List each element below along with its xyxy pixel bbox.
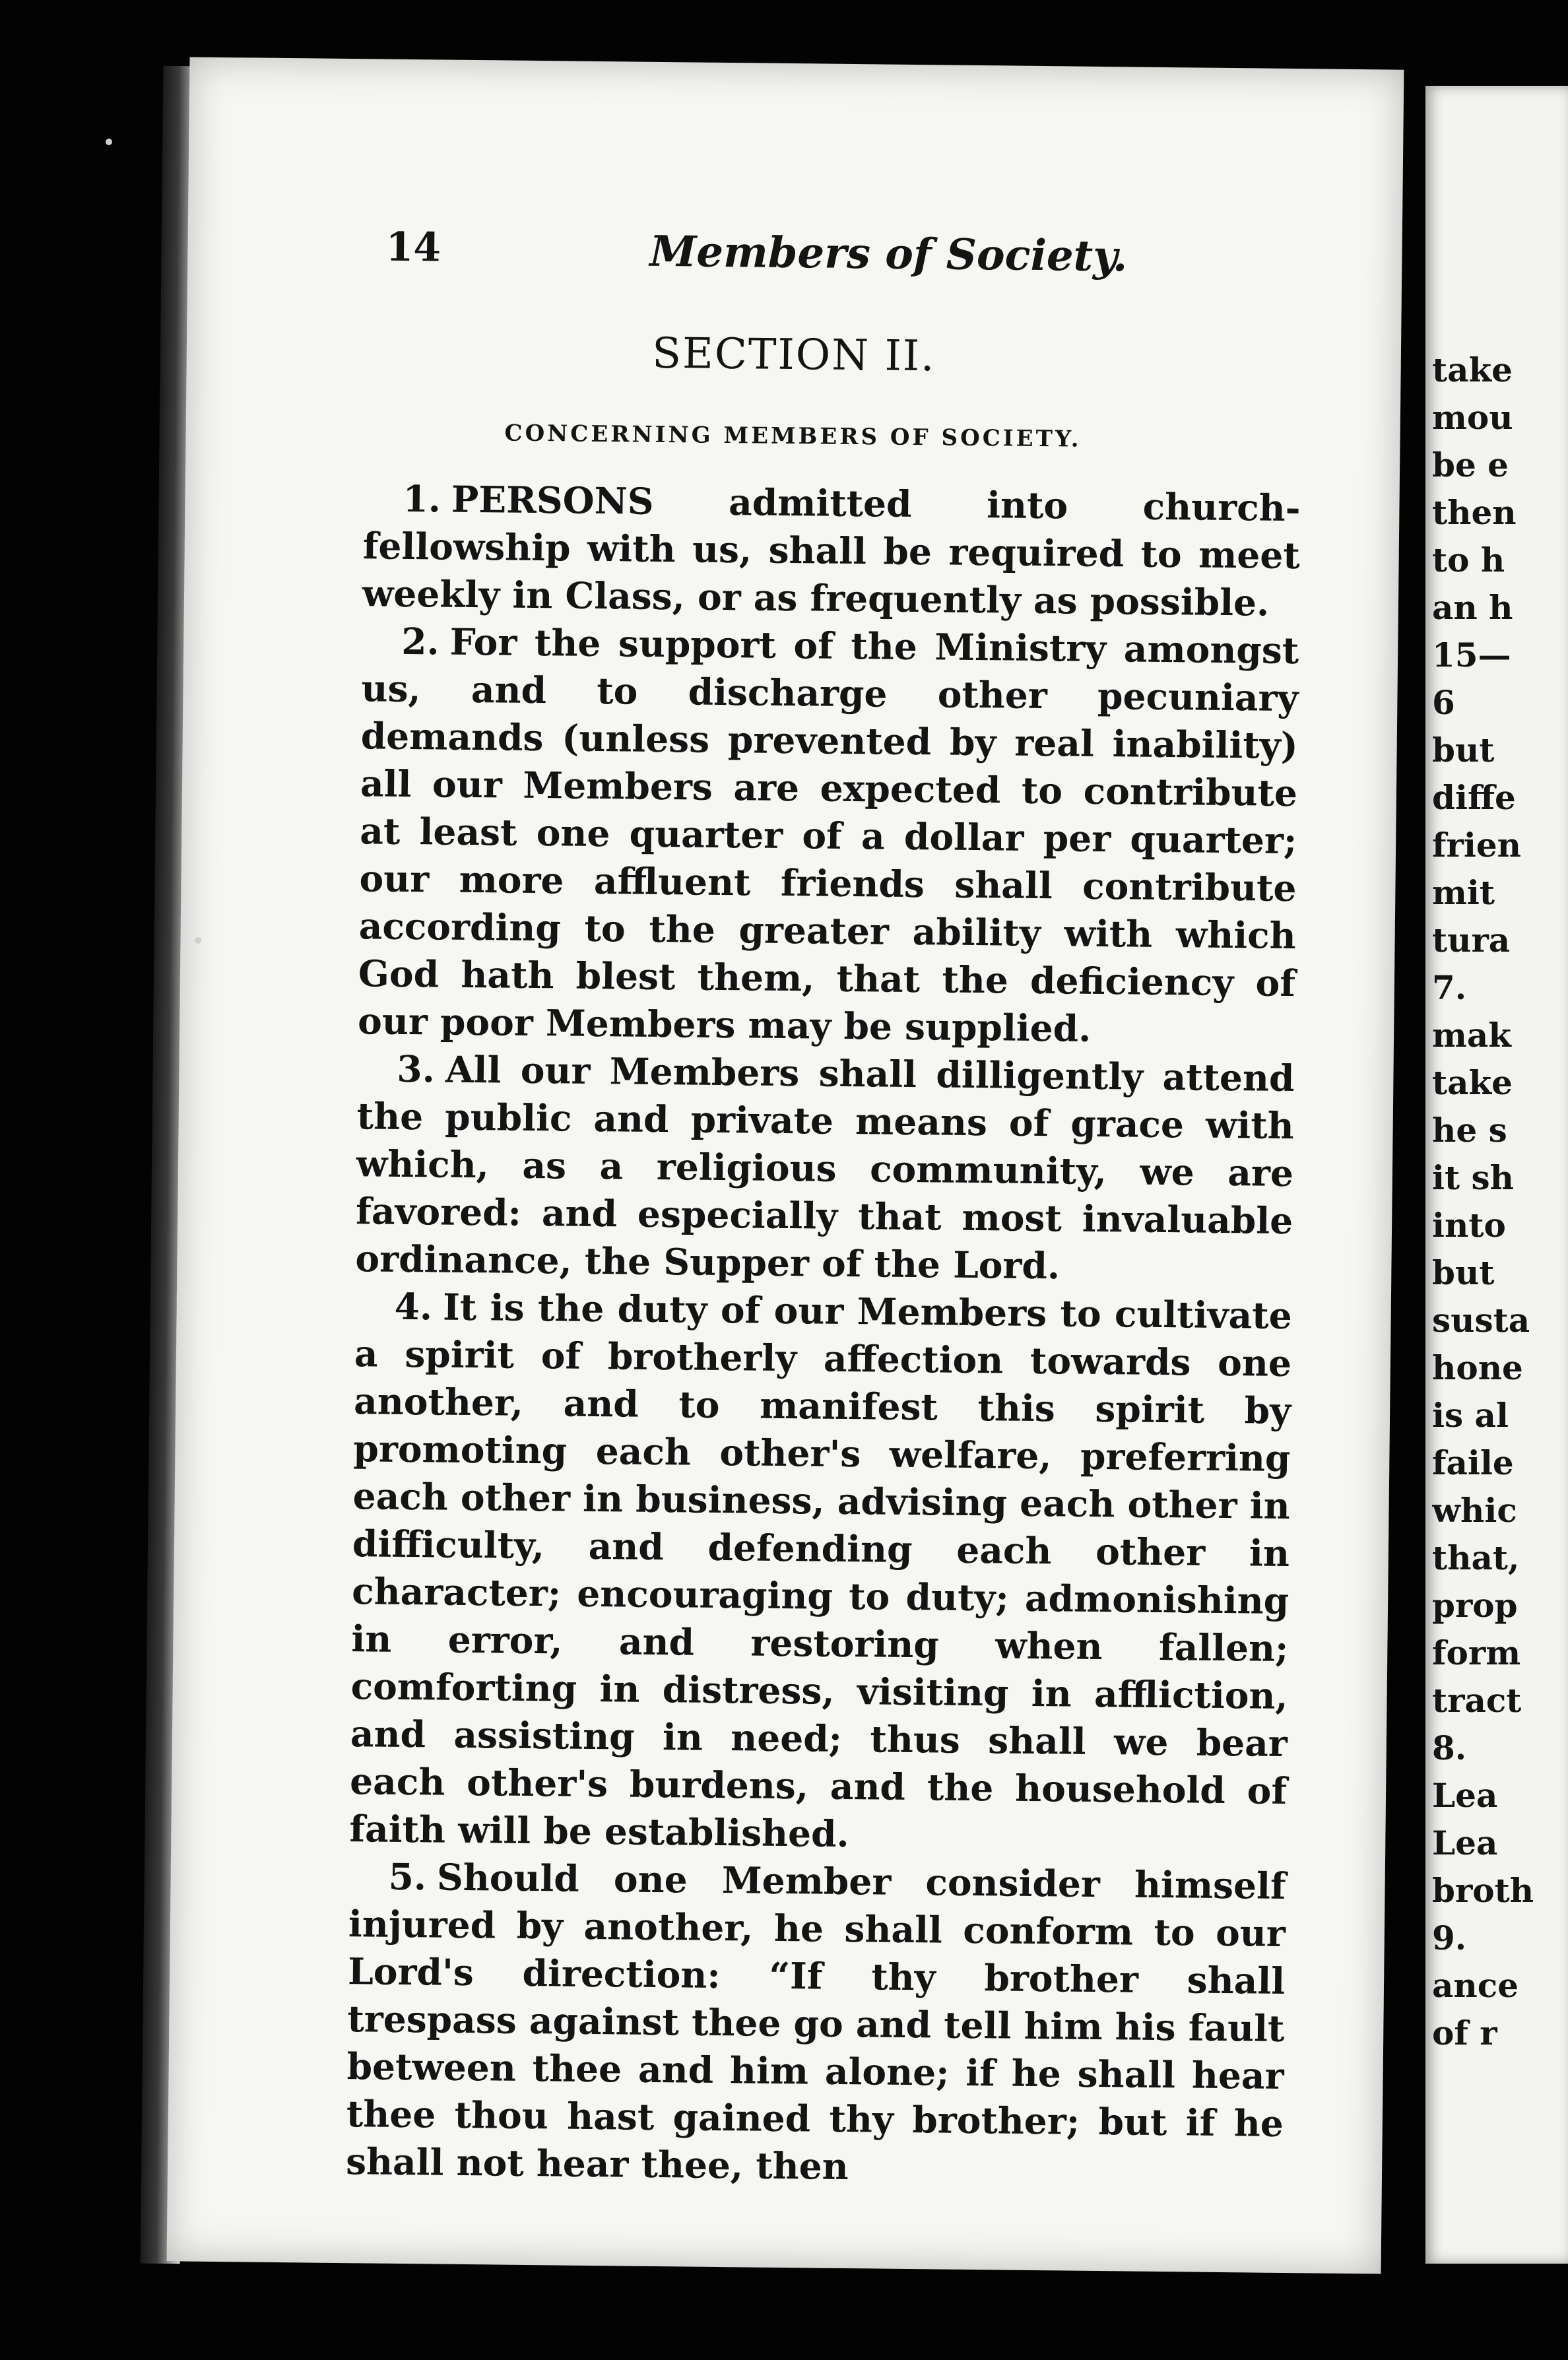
dust-speck: [195, 937, 201, 944]
right-page-line: mit: [1432, 873, 1495, 912]
paragraph-number: 4.: [394, 1284, 433, 1328]
right-page-text: [1432, 346, 1568, 2057]
right-page-line: ance: [1432, 1966, 1519, 2005]
right-page-line: be e: [1432, 445, 1509, 484]
right-page-line: into: [1432, 1206, 1506, 1245]
right-page-line: take: [1432, 350, 1513, 389]
paragraph-text: For the support of the Ministry amongst us, and to discharge other pecuniary demands (unless prevented by real inability) all our Members are expected to contribute at least one quarter of a dollar per quarter; our more affluent friends shall contribute according to the greater ability with which God hath blest them, that the deficiency of our poor Members may be supplied.: [357, 620, 1299, 1050]
body-text: [346, 475, 1301, 2195]
paragraph-number: 2.: [401, 619, 440, 663]
paragraph-text: Should one Member consider himself injured by another, he shall conform to our Lord's direction: “If thy brother shall trespass against thee go and tell him his fault between thee and him alone; if he shall hear thee thou hast gained thy brother; but if he shall not hear thee, then: [345, 1855, 1286, 2188]
dust-speck: [106, 139, 112, 145]
right-page-line: then: [1432, 493, 1517, 532]
right-page-line: take: [1432, 1063, 1513, 1102]
right-page-line: tract: [1432, 1681, 1522, 1720]
paragraph-number: 1.: [403, 476, 441, 521]
paragraph-5: [346, 1852, 1286, 2195]
paragraph-4: [349, 1282, 1292, 1862]
right-page-line: broth: [1432, 1871, 1534, 1910]
paragraph-1: [362, 475, 1301, 627]
right-page-line: 7.: [1432, 968, 1467, 1007]
right-page-line: mou: [1432, 398, 1513, 437]
paragraph-number: 3.: [397, 1047, 436, 1091]
right-page-line: Lea: [1432, 1776, 1498, 1815]
right-page-line: but: [1432, 731, 1495, 770]
right-page-line: susta: [1432, 1301, 1530, 1340]
right-page-line: 15—: [1432, 636, 1511, 674]
paragraph-text: All our Members shall dilligently attend the public and private means of grace with which, as a religious community, we are favored: and especially that most invaluable ordinance, the Supper of the Lord.: [355, 1047, 1295, 1288]
paragraph-number: 5.: [388, 1854, 427, 1899]
right-page-line: he s: [1432, 1111, 1507, 1150]
right-page-line: is al: [1432, 1396, 1509, 1435]
right-page-line: of r: [1432, 2014, 1497, 2052]
section-title: SECTION II.: [651, 329, 936, 381]
right-page-line: that,: [1432, 1538, 1520, 1577]
right-page-line: diffe: [1432, 778, 1516, 817]
right-page-line: mak: [1432, 1016, 1511, 1055]
right-page-line: 6: [1432, 683, 1455, 722]
right-page-line: to h: [1432, 541, 1505, 579]
right-page-line: prop: [1432, 1586, 1518, 1625]
page-number: 14: [385, 224, 441, 271]
right-page-line: but: [1432, 1253, 1495, 1292]
paragraph-text: It is the duty of our Members to cultivate a spirit of brotherly affection towards one another, and to manifest this spirit by promoting each other's welfare, preferring each other in business, advising each other in difficulty, and defending each other in character; encouraging to duty; admonishing in error, and restoring when fallen; comforting in distress, visiting in affliction, and assisting in need; thus shall we bear each other's burdens, and the household of faith will be established.: [349, 1285, 1292, 1856]
right-page-line: tura: [1432, 921, 1511, 960]
right-page-line: hone: [1432, 1348, 1523, 1387]
right-page-line: Lea: [1432, 1823, 1498, 1862]
right-page-line: 9.: [1432, 1918, 1467, 1957]
right-page-line: whic: [1432, 1491, 1517, 1530]
paragraph-text: PERSONS admitted into church-fellowship with us, shall be required to meet weekly in Class, or as frequently as possible.: [362, 477, 1301, 624]
paragraph-2: [358, 617, 1299, 1055]
right-page-line: it sh: [1432, 1158, 1514, 1197]
right-page-line: form: [1432, 1633, 1521, 1672]
right-page-line: an h: [1432, 588, 1513, 627]
right-page-line: frien: [1432, 826, 1522, 865]
running-head: Members of Society.: [649, 226, 1128, 282]
paragraph-3: [355, 1045, 1295, 1292]
right-page-line: 8.: [1432, 1728, 1467, 1767]
right-page-line: faile: [1432, 1443, 1514, 1482]
section-subtitle: CONCERNING MEMBERS OF SOCIETY.: [504, 420, 1082, 453]
left-page-content: [167, 57, 1404, 2274]
